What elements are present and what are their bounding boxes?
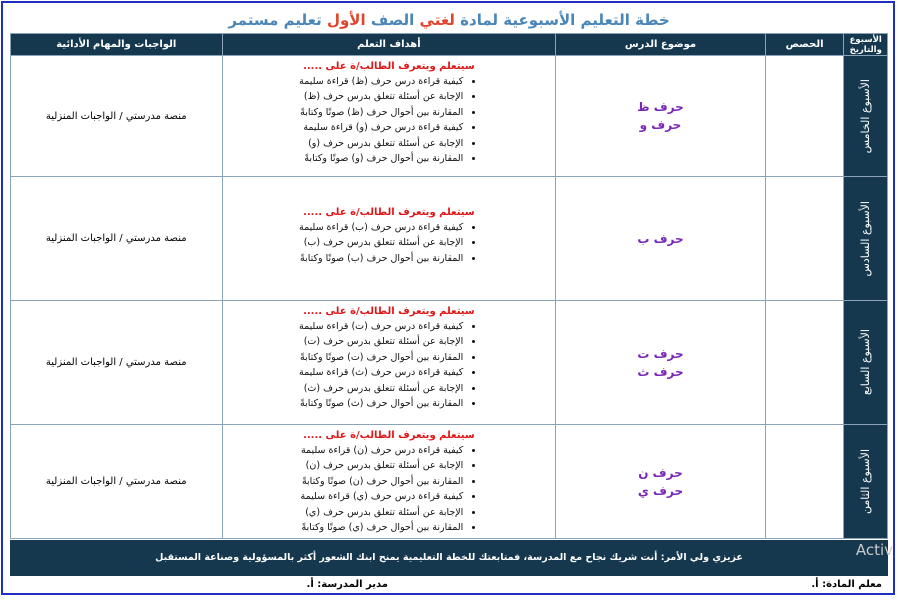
lesson-title: حرف ي <box>637 483 684 498</box>
signature-line <box>10 579 888 593</box>
header-tasks: الواجبات والمهام الأدائية <box>11 34 223 56</box>
goal-item: • كيفية قراءة درس حرف (ي) قراءة سليمة <box>223 489 464 504</box>
periods-cell <box>765 177 844 301</box>
tasks-cell: منصة مدرستي / الواجبات المنزلية <box>11 301 223 425</box>
week-label: الأسبوع السادس <box>859 200 873 277</box>
week-label: الأسبوع السابع <box>859 329 873 396</box>
goal-item: • كيفية قراءة درس حرف (ن) قراءة سليمة <box>223 443 464 458</box>
goal-item: • الإجابة عن أسئلة تتعلق بدرس حرف (ب) <box>223 235 464 250</box>
teacher-signature: معلم المادة: أ. <box>811 579 882 590</box>
table-row <box>11 177 888 301</box>
goal-item: • المقارنة بين أحوال حرف (ي) صوتًا وكتابةً <box>223 520 464 535</box>
week-cell <box>844 177 888 301</box>
table-row <box>11 425 888 539</box>
goals-heading: سيتعلم ويتعرف الطالب/ة على ..... <box>303 61 475 72</box>
week-label: الأسبوع الخامس <box>859 78 873 154</box>
lesson-title: حرف ن <box>638 465 683 480</box>
title-subject: لغتي <box>419 11 455 29</box>
lesson-cell <box>556 177 765 301</box>
goal-item: • المقارنة بين أحوال حرف (ظ) صوتًا وكتابةً <box>223 105 464 120</box>
header-periods: الحصص <box>765 34 844 56</box>
goal-item: • الإجابة عن أسئلة تتعلق بدرس حرف (ظ) <box>223 89 464 104</box>
lesson-title: حرف و <box>639 118 682 132</box>
goals-cell <box>222 177 556 301</box>
lesson-title: حرف ث <box>637 364 684 379</box>
manager-signature: مدير المدرسة: أ. <box>306 579 388 590</box>
goal-item: • الإجابة عن أسئلة تتعلق بدرس حرف (و) <box>223 136 464 151</box>
goal-item: • الإجابة عن أسئلة تتعلق بدرس حرف (ث) <box>223 381 464 396</box>
goal-item: • كيفية قراءة درس حرف (ب) قراءة سليمة <box>223 220 464 235</box>
lesson-title: حرف ت <box>637 346 684 361</box>
lesson-cell <box>556 301 765 425</box>
goal-item: • كيفية قراءة درس حرف (ت) قراءة سليمة <box>223 319 464 334</box>
page-frame <box>1 1 895 595</box>
goal-item: • الإجابة عن أسئلة تتعلق بدرس حرف (ت) <box>223 334 464 349</box>
goal-item: • كيفية قراءة درس حرف (ث) قراءة سليمة <box>223 365 464 380</box>
goal-item: • المقارنة بين أحوال حرف (ن) صوتًا وكتابةً <box>223 474 464 489</box>
goals-cell <box>222 56 556 177</box>
goals-heading: سيتعلم ويتعرف الطالب/ة على ..... <box>303 306 475 317</box>
goal-item: • المقارنة بين أحوال حرف (ث) صوتًا وكتابةً <box>223 396 464 411</box>
lesson-cell <box>556 425 765 539</box>
parent-note-bar: عزيزي ولي الأمر: أنت شريك نجاح مع المدرسة، فمتابعتك للخطة التعليمية يمنح ابنك الشعور أكثر بالمسؤولية وصناعة المستقبل <box>10 540 888 576</box>
goal-item: • الإجابة عن أسئلة تتعلق بدرس حرف (ي) <box>223 505 464 520</box>
goals-cell <box>222 301 556 425</box>
document-body <box>10 9 888 591</box>
week-cell <box>844 425 888 539</box>
periods-cell <box>765 425 844 539</box>
page-title <box>10 9 888 31</box>
title-part-5: تعليم مستمر <box>228 11 322 29</box>
goals-cell <box>222 425 556 539</box>
title-part-1: خطة التعليم الأسبوعية لمادة <box>460 11 670 29</box>
goal-item: • المقارنة بين أحوال حرف (و) صوتًا وكتابةً <box>223 151 464 166</box>
goal-item: • المقارنة بين أحوال حرف (ب) صوتًا وكتابةً <box>223 251 464 266</box>
lesson-cell <box>556 56 765 177</box>
title-grade: الأول <box>326 11 366 29</box>
periods-cell <box>765 301 844 425</box>
goals-heading: سيتعلم ويتعرف الطالب/ة على ..... <box>303 207 475 218</box>
activation-watermark: Activ <box>855 541 893 559</box>
week-cell <box>844 301 888 425</box>
lesson-title: حرف ظ <box>637 100 684 114</box>
goal-item: • المقارنة بين أحوال حرف (ت) صوتًا وكتابةً <box>223 350 464 365</box>
goal-item: • كيفية قراءة درس حرف (و) قراءة سليمة <box>223 120 464 135</box>
goals-heading: سيتعلم ويتعرف الطالب/ة على ..... <box>303 430 475 441</box>
goal-item: • كيفية قراءة درس حرف (ظ) قراءة سليمة <box>223 74 464 89</box>
header-lesson: موضوع الدرس <box>556 34 765 56</box>
periods-cell <box>765 56 844 177</box>
table-row <box>11 301 888 425</box>
lesson-title: حرف ب <box>637 231 684 246</box>
tasks-cell: منصة مدرستي / الواجبات المنزلية <box>11 177 223 301</box>
header-week: الأسبوع والتاريخ <box>844 34 888 56</box>
tasks-cell: منصة مدرستي / الواجبات المنزلية <box>11 425 223 539</box>
title-part-3: الصف <box>370 11 415 29</box>
tasks-cell: منصة مدرستي / الواجبات المنزلية <box>11 56 223 177</box>
header-goals: أهداف التعلم <box>222 34 556 56</box>
table-row <box>11 56 888 177</box>
weekly-plan-table <box>10 33 888 539</box>
week-cell <box>844 56 888 177</box>
week-label: الأسبوع الثامن <box>859 449 873 514</box>
header-row <box>11 34 888 56</box>
goal-item: • الإجابة عن أسئلة تتعلق بدرس حرف (ن) <box>223 458 464 473</box>
